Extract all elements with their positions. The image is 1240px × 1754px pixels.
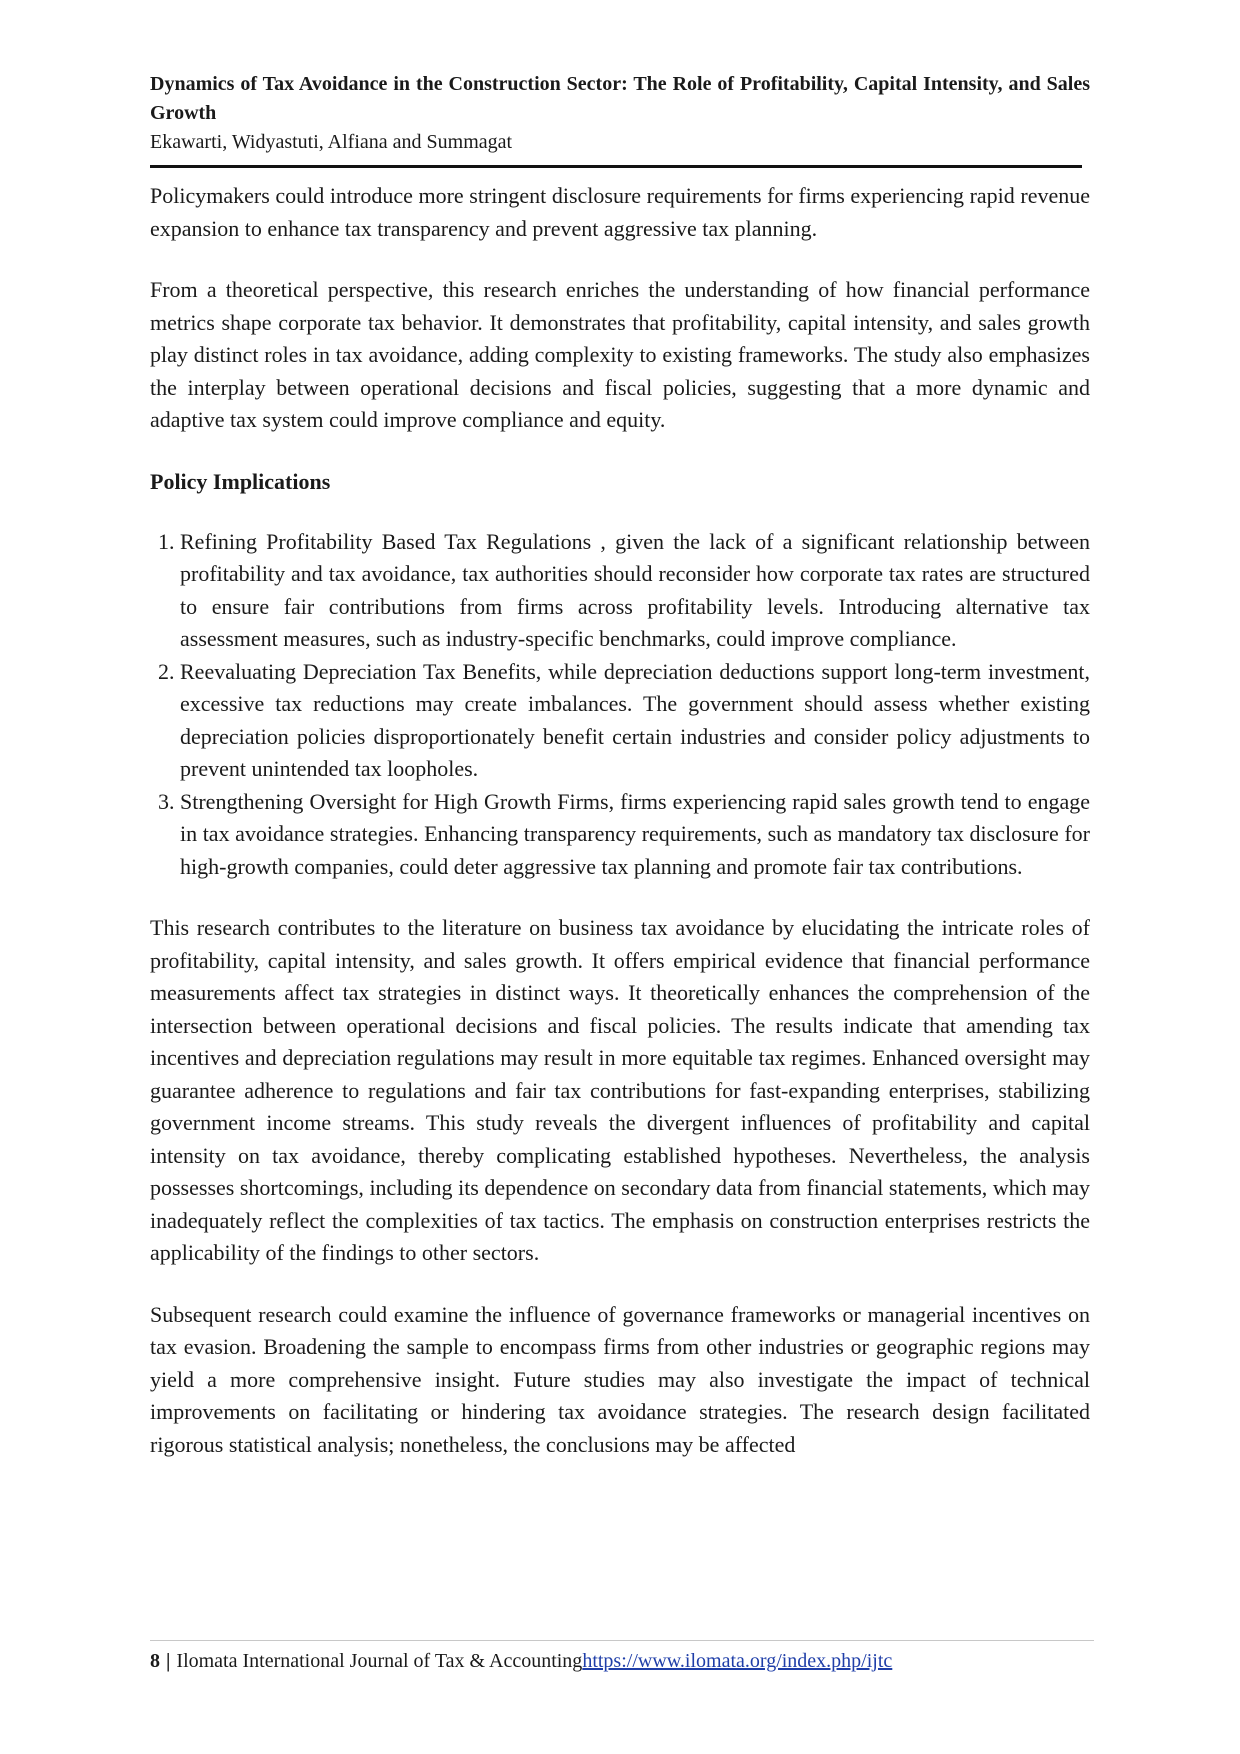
paragraph: From a theoretical perspective, this research enriches the understanding of how financial performance metrics shape corporate tax behavior. It demonstrates that profitability, capital intensity, and sales growth play distinct roles in tax avoidance, adding complexity to existing frameworks. The study also emphasizes the interplay between operational decisions and fiscal policies, suggesting that a more dynamic and adaptive tax system could improve compliance and equity. <box>150 277 1090 432</box>
paragraph: Policymakers could introduce more stringent disclosure requirements for firms experiencing rapid revenue expansion to enhance tax transparency and prevent aggressive tax planning. <box>150 183 1090 241</box>
list-item: 2. Reevaluating Depreciation Tax Benefits, while depreciation deductions support long-term investment, excessive tax reductions may create imbalances. The government should assess whether existing depreciation policies disproportionately benefit certain industries and consider policy adjustments to prevent unintended tax loopholes. <box>180 656 1090 786</box>
list-item: 1. Refining Profitability Based Tax Regulations , given the lack of a significant relationship between profitability and tax avoidance, tax authorities should reconsider how corporate tax rates are structured to ensure fair contributions from firms across profitability levels. Introducing alternative tax assessment measures, such as industry-specific benchmarks, could improve compliance. <box>180 526 1090 656</box>
journal-link[interactable]: https://www.ilomata.org/index.php/ijtc <box>582 1650 893 1672</box>
implications-list <box>150 526 1090 884</box>
header-divider <box>150 165 1082 168</box>
footer-divider <box>150 1640 1094 1641</box>
footer-line <box>150 1647 1094 1675</box>
journal-name: Ilomata International Journal of Tax & Accounting <box>176 1650 583 1672</box>
paragraph: This research contributes to the literature on business tax avoidance by elucidating the intricate roles of profitability, capital intensity, and sales growth. It offers empirical evidence that financial performance measurements affect tax strategies in distinct ways. It theoretically enhances the comprehension of the intersection between operational decisions and fiscal policies. The results indicate that amending tax incentives and depreciation regulations may result in more equitable tax regimes. Enhanced oversight may guarantee adherence to regulations and fair tax contributions for fast-expanding enterprises, stabilizing government income streams. This study reveals the divergent influences of profitability and capital intensity on tax avoidance, thereby complicating established hypotheses. Nevertheless, the analysis possesses shortcomings, including its dependence on secondary data from financial statements, which may inadequately reflect the complexities of tax tactics. The emphasis on construction enterprises restricts the applicability of the findings to other sectors. <box>150 915 1090 1265</box>
paragraph: Subsequent research could examine the influence of governance frameworks or managerial incentives on tax evasion. Broadening the sample to encompass firms from other industries or geographic regions may yield a more comprehensive insight. Future studies may also investigate the impact of technical improvements on facilitating or hindering tax avoidance strategies. The research design facilitated rigorous statistical analysis; nonetheless, the conclusions may be affected <box>150 1301 1090 1457</box>
running-header <box>150 70 1090 168</box>
section-heading: Policy Implications <box>150 468 331 494</box>
page-number: 8 <box>150 1650 160 1672</box>
paper-authors: Ekawarti, Widyastuti, Alfiana and Summagat <box>150 131 513 153</box>
paper-title: Dynamics of Tax Avoidance in the Construction Sector: The Role of Profitability, Capital Intensity, and Sales Growth <box>150 73 1090 124</box>
page-footer <box>150 1640 1094 1675</box>
footer-separator: | <box>166 1650 171 1672</box>
page-content <box>150 70 1090 1490</box>
list-item: 3. Strengthening Oversight for High Growth Firms, firms experiencing rapid sales growth tend to engage in tax avoidance strategies. Enhancing transparency requirements, such as mandatory tax disclosure for high-growth companies, could deter aggressive tax planning and promote fair tax contributions. <box>180 786 1090 884</box>
